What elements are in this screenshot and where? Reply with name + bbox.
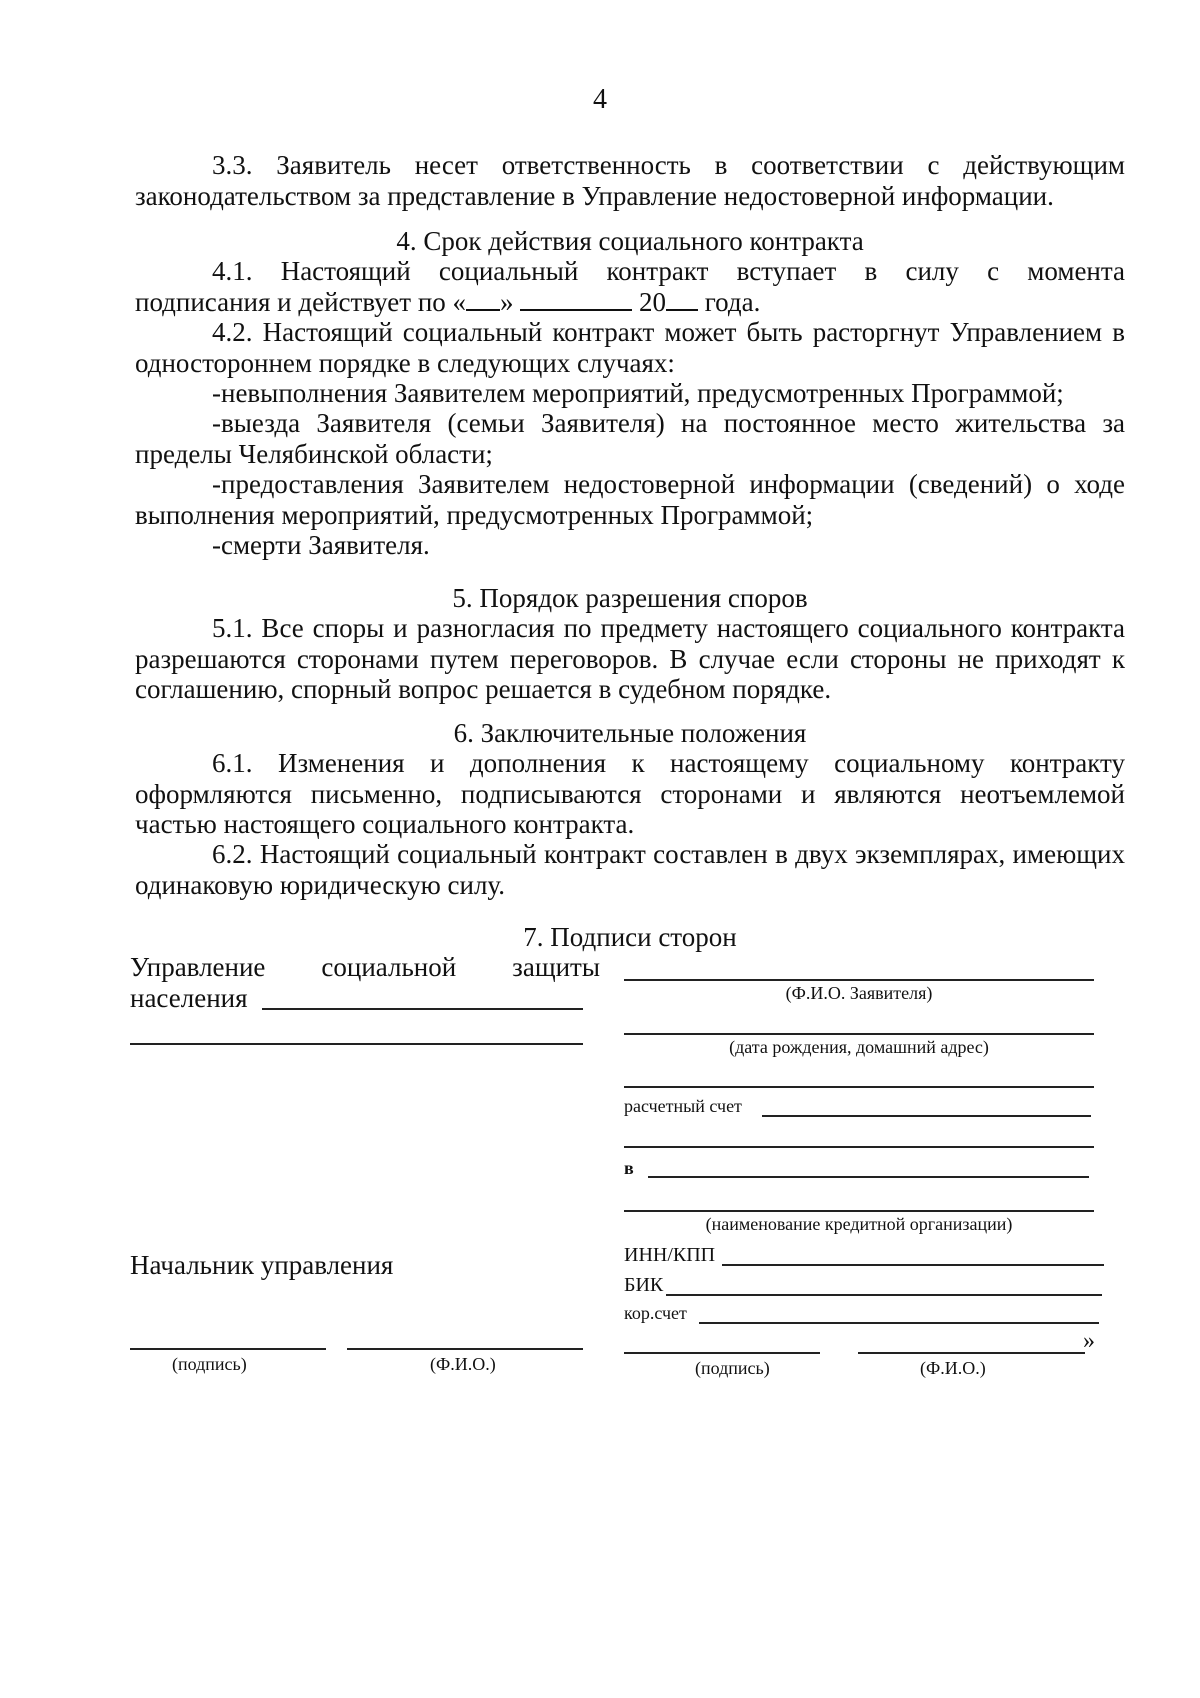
section-6-heading: 6. Заключительные положения xyxy=(453,718,807,748)
left-signature-line[interactable] xyxy=(130,1348,326,1350)
birth-address-line[interactable] xyxy=(624,1033,1094,1035)
paragraph-5-1: 5.1. Все споры и разногласия по предмету настоящего социального контракта разрешаются сторонами путем переговоров. В случае если стороны не приходят к соглашению, спорный вопрос решается в судебном порядке. xyxy=(135,613,1125,704)
p4-1-text-c: 20 xyxy=(632,287,667,317)
case-1: -невыполнения Заявителем мероприятий, предусмотренных Программой; xyxy=(212,378,1064,408)
paragraph-4-2: 4.2. Настоящий социальный контракт может быть расторгнут Управлением в одностороннем порядке в следующих случаях: xyxy=(135,317,1125,378)
right-name-line[interactable] xyxy=(858,1352,1085,1354)
case-4: -смерти Заявителя. xyxy=(212,530,430,560)
right-signature-caption: (подпись) xyxy=(695,1358,770,1378)
inn-line[interactable] xyxy=(722,1264,1104,1266)
paragraph-4-1-line1: 4.1. Настоящий социальный контракт вступает в силу с момента xyxy=(212,256,1125,286)
section-7-heading: 7. Подписи сторон xyxy=(523,922,737,952)
account-line[interactable] xyxy=(762,1115,1091,1117)
bik-line[interactable] xyxy=(666,1294,1102,1296)
paragraph-4-1-line2 xyxy=(135,287,1125,318)
right-name-caption: (Ф.И.О.) xyxy=(920,1358,986,1378)
org-name-blank[interactable] xyxy=(262,1008,583,1010)
right-signature-line[interactable] xyxy=(624,1352,820,1354)
case-3: -предоставления Заявителем недостоверной информации (сведений) о ходе выполнения мероприятий, предусмотренных Программой; xyxy=(135,469,1125,530)
bik-label: БИК xyxy=(624,1274,664,1296)
birth-address-caption: (дата рождения, домашний адрес) xyxy=(729,1037,989,1057)
applicant-fio-line[interactable] xyxy=(624,979,1094,981)
year-blank[interactable] xyxy=(666,287,698,311)
inn-label: ИНН/КПП xyxy=(624,1244,716,1266)
corr-account-line[interactable] xyxy=(699,1322,1099,1324)
page-number: 4 xyxy=(593,84,607,115)
left-signature-caption: (подпись) xyxy=(172,1354,247,1374)
org-name-line2: населения xyxy=(130,983,248,1013)
address-extra-line[interactable] xyxy=(624,1086,1094,1088)
left-name-line[interactable] xyxy=(347,1348,583,1350)
section-5-heading: 5. Порядок разрешения споров xyxy=(452,583,808,613)
head-title: Начальник управления xyxy=(130,1250,394,1280)
org-name-line1: Управление социальной защиты xyxy=(130,952,600,982)
applicant-fio-caption: (Ф.И.О. Заявителя) xyxy=(785,983,933,1003)
section-4-heading: 4. Срок действия социального контракта xyxy=(396,226,864,256)
account-label: расчетный счет xyxy=(624,1096,742,1116)
bank-line[interactable] xyxy=(648,1176,1089,1178)
left-name-caption: (Ф.И.О.) xyxy=(430,1354,496,1374)
case-2: -выезда Заявителя (семьи Заявителя) на постоянное место жительства за пределы Челябинской области; xyxy=(135,408,1125,469)
paragraph-3-3: 3.3. Заявитель несет ответственность в соответствии с действующим законодательством за представление в Управление недостоверной информации. xyxy=(135,150,1125,211)
p4-1-text-d: года. xyxy=(698,287,761,317)
paragraph-6-1: 6.1. Изменения и дополнения к настоящему социальному контракту оформляются письменно, подписываются сторонами и являются неотъемлемой частью настоящего социального контракта. xyxy=(135,748,1125,839)
p4-1-text-a: подписания и действует по « xyxy=(135,287,467,317)
paragraph-6-2: 6.2. Настоящий социальный контракт составлен в двух экземплярах, имеющих одинаковую юридическую силу. xyxy=(135,839,1125,900)
month-blank[interactable] xyxy=(520,287,632,311)
corr-account-label: кор.счет xyxy=(624,1303,687,1323)
in-label: в xyxy=(624,1158,634,1178)
bank-caption: (наименование кредитной организации) xyxy=(705,1214,1013,1234)
account-extra-line[interactable] xyxy=(624,1146,1094,1148)
closing-quote: » xyxy=(1083,1328,1095,1354)
bank-extra-line[interactable] xyxy=(624,1210,1094,1212)
p4-1-text-b: » xyxy=(500,287,521,317)
day-blank[interactable] xyxy=(466,287,500,311)
org-extra-blank[interactable] xyxy=(130,1043,583,1045)
